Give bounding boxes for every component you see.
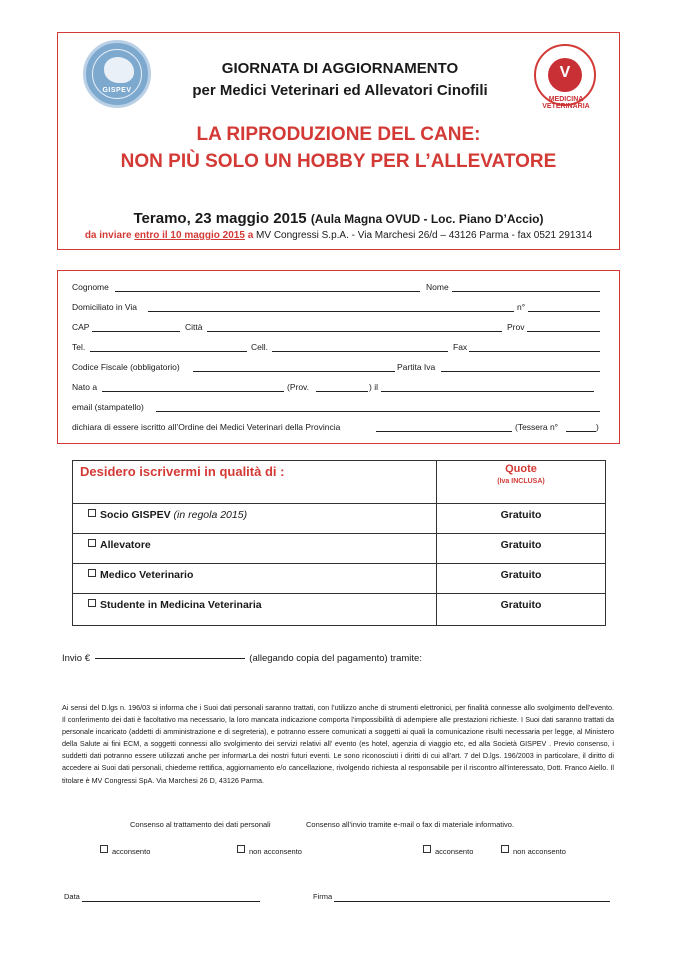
cell-field[interactable] <box>272 351 448 352</box>
consent-option-label: non acconsento <box>513 847 566 856</box>
price-allevatore: Gratuito <box>500 539 542 551</box>
send-to: a <box>247 230 254 241</box>
firma-field[interactable] <box>334 901 610 902</box>
table-row-line <box>72 563 606 564</box>
dichiara-label: dichiara di essere iscritto all’Ordine dei Medici Veterinari della Provincia <box>72 422 341 432</box>
form-box <box>57 270 620 444</box>
numero-field[interactable] <box>528 311 600 312</box>
option-studente[interactable] <box>88 599 262 611</box>
payment-line <box>62 653 422 664</box>
firma-label: Firma <box>313 892 333 901</box>
option-allevatore[interactable] <box>88 539 151 551</box>
send-instructions <box>57 230 620 241</box>
consent2-non-acconsento[interactable] <box>501 845 566 856</box>
nome-label: Nome <box>426 282 449 292</box>
checkbox-icon[interactable] <box>501 845 509 853</box>
nome-field[interactable] <box>452 291 600 292</box>
option-medico-veterinario[interactable] <box>88 569 193 581</box>
cognome-label: Cognome <box>72 282 109 292</box>
email-label: email (stampatello) <box>72 402 144 412</box>
data-nascita-field[interactable] <box>381 391 594 392</box>
price-medico: Gratuito <box>500 569 542 581</box>
partita-iva-label: Partita Iva <box>397 362 436 372</box>
send-deadline: entro il 10 maggio 2015 <box>134 230 245 241</box>
event-title-line1: GIORNATA DI AGGIORNAMENTO <box>221 60 459 77</box>
option-label: Socio GISPEV <box>100 509 171 521</box>
payment-suffix: (allegando copia del pagamento) tramite: <box>249 653 422 664</box>
option-note: (in regola 2015) <box>173 509 248 521</box>
price-socio: Gratuito <box>500 509 542 521</box>
checkbox-icon[interactable] <box>88 539 96 547</box>
provincia-ordine-field[interactable] <box>376 431 512 432</box>
invio-label: Invio € <box>62 653 90 664</box>
option-label: Medico Veterinario <box>100 569 194 581</box>
table-header-right <box>436 463 606 485</box>
checkbox-icon[interactable] <box>100 845 108 853</box>
option-label: Allevatore <box>100 539 151 551</box>
email-field[interactable] <box>156 411 600 412</box>
table-header-left: Desidero iscrivermi in qualità di : <box>80 464 285 479</box>
data-label: Data <box>64 892 80 901</box>
gispev-logo <box>83 40 151 108</box>
checkbox-icon[interactable] <box>237 845 245 853</box>
quote-label: Quote <box>505 463 537 475</box>
main-title-line1: LA RIPRODUZIONE DEL CANE: <box>196 124 481 145</box>
cap-label: CAP <box>72 322 90 332</box>
data-field[interactable] <box>82 901 260 902</box>
nascita-prov-label: (Prov. <box>287 382 310 392</box>
tessera-close: ) <box>596 422 599 432</box>
cap-field[interactable] <box>92 331 180 332</box>
logo-right-text: MEDICINA VETERINARIA <box>542 96 590 110</box>
nato-a-field[interactable] <box>102 391 284 392</box>
option-label: Studente in Medicina Veterinaria <box>100 599 262 611</box>
numero-label: n° <box>517 302 526 312</box>
tel-field[interactable] <box>90 351 247 352</box>
option-socio-gispev[interactable] <box>88 509 247 521</box>
citta-field[interactable] <box>207 331 502 332</box>
venue: (Aula Magna OVUD - Loc. Piano D’Accio) <box>310 212 544 226</box>
fax-field[interactable] <box>469 351 600 352</box>
quote-sub-label: (Iva INCLUSA) <box>497 478 545 485</box>
consent-heading-1: Consenso al trattamento dei dati personali <box>130 820 271 829</box>
partita-iva-field[interactable] <box>441 371 600 372</box>
tel-label: Tel. <box>72 342 86 352</box>
cell-label: Cell. <box>251 342 269 352</box>
table-row-line <box>72 593 606 594</box>
checkbox-icon[interactable] <box>423 845 431 853</box>
logo-left-text: GISPEV <box>102 87 132 94</box>
codice-fiscale-label: Codice Fiscale (obbligatorio) <box>72 362 180 372</box>
domicilio-label: Domiciliato in Via <box>72 302 138 312</box>
main-title-line2: NON PIÙ SOLO UN HOBBY PER L’ALLEVATORE <box>120 151 557 172</box>
consent-heading-2: Consenso all’invio tramite e-mail o fax di materiale informativo. <box>306 820 515 829</box>
consent1-non-acconsento[interactable] <box>237 845 302 856</box>
domicilio-field[interactable] <box>148 311 514 312</box>
checkbox-icon[interactable] <box>88 599 96 607</box>
event-date <box>57 210 620 227</box>
fax-label: Fax <box>453 342 468 352</box>
prov-field[interactable] <box>527 331 600 332</box>
prov-label: Prov <box>507 322 525 332</box>
date-city: Teramo, 23 maggio 2015 <box>133 210 307 227</box>
codice-fiscale-field[interactable] <box>193 371 395 372</box>
citta-label: Città <box>185 322 203 332</box>
nascita-prov-field[interactable] <box>316 391 368 392</box>
event-title-line2: per Medici Veterinari ed Allevatori Cinofili <box>192 82 488 99</box>
send-address: MV Congressi S.p.A. - Via Marchesi 26/d – 43126 Parma - fax 0521 291314 <box>256 230 593 241</box>
checkbox-icon[interactable] <box>88 509 96 517</box>
send-prefix: da inviare <box>84 230 132 241</box>
consent-option-label: non acconsento <box>249 847 302 856</box>
nato-a-label: Nato a <box>72 382 98 392</box>
consent-option-label: acconsento <box>112 847 151 856</box>
tessera-label: (Tessera n° <box>515 422 559 432</box>
table-row-line <box>72 533 606 534</box>
consent1-acconsento[interactable] <box>100 845 150 856</box>
table-row-line <box>72 503 606 504</box>
tessera-field[interactable] <box>566 431 596 432</box>
consent-option-label: acconsento <box>435 847 474 856</box>
consent2-acconsento[interactable] <box>423 845 473 856</box>
checkbox-icon[interactable] <box>88 569 96 577</box>
cognome-field[interactable] <box>115 291 420 292</box>
amount-field[interactable] <box>95 658 245 659</box>
dog-icon <box>104 57 134 83</box>
seal-icon: V <box>548 58 582 92</box>
price-studente: Gratuito <box>500 599 542 611</box>
privacy-notice: Ai sensi del D.lgs n. 196/03 si informa che i Suoi dati personali saranno trattati, con l’utilizzo anche di strumenti elettronici, per finalità connesse allo svolgimento dell’evento. Il conferimento dei dati è facoltativo ma necessario, la loro mancata indicazione comporta l’impossibilità di adempiere alle prestazioni richieste. I Suoi dati saranno trattati da personale incaricato (addetti di amministrazione e di segreteria), e potranno essere comunicati a soggetti ai quali la comunicazione risulti necessaria per legge, al Ministero della Salute ai fini ECM, a soggetti connessi allo svolgimento dei servizi relativi all’ evento (es hotel, agenzia di viaggio etc, ed alla Società GISPEV . Previo consenso, i suddetti dati potranno essere utilizzati anche per informarLa dei nostri futuri eventi. Le sono riconosciuti i diritti di cui all’art. 7 del D.lgs. 196/2003 in particolare, il diritto di accedere ai Suoi dati personali, chiederne rettifica, aggiornamento e/o cancellazione, rivolgendo richiesta al responsabile per il riscontro all’interessato, Dott. Franco Aiello. Il titolare è MV Congressi SpA. Via Marchesi 26 D, 43126 Parma. <box>62 703 614 785</box>
il-label: ) il <box>369 382 378 392</box>
